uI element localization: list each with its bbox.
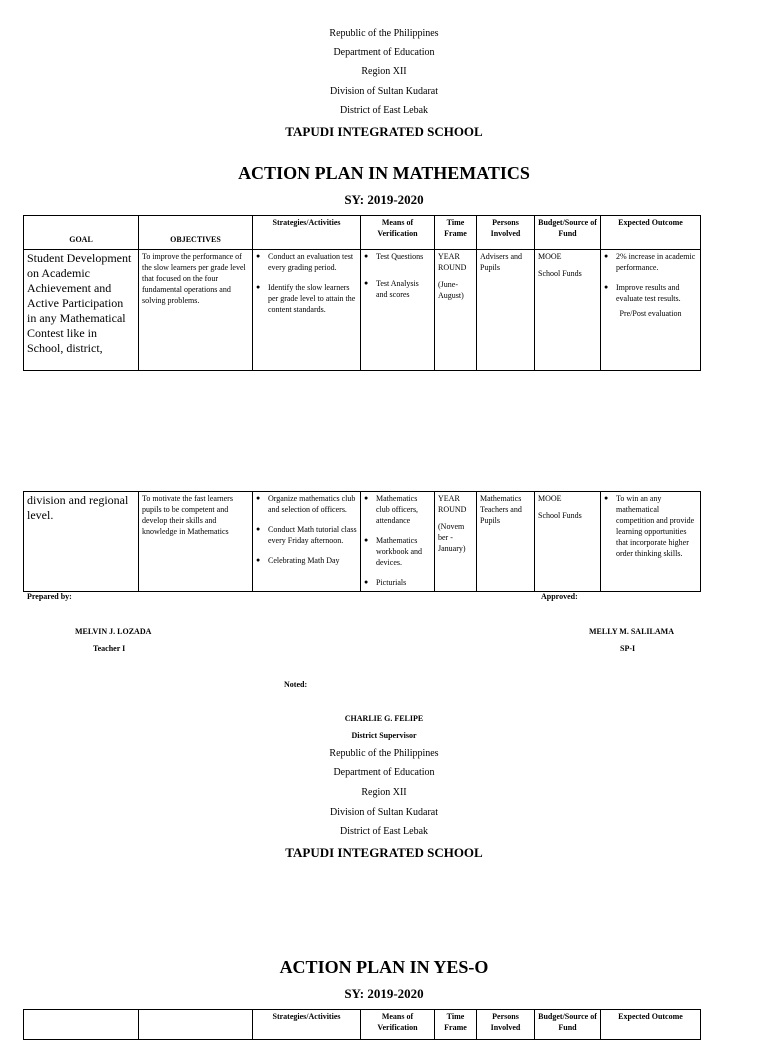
col-header-time: Time Frame bbox=[435, 1010, 477, 1040]
time-frame-text: YEAR ROUND bbox=[438, 252, 467, 272]
header-line-department: Department of Education bbox=[333, 47, 435, 58]
col-header-means: Means of Verification bbox=[361, 216, 435, 250]
plan-title: ACTION PLAN IN YES-O bbox=[279, 957, 489, 977]
action-plan-table-part2 bbox=[23, 491, 701, 592]
header-line-district: District of East Lebak bbox=[339, 105, 429, 116]
list-item: ● Celebrating Math Day bbox=[268, 555, 357, 566]
header-line-division: Division of Sultan Kudarat bbox=[329, 807, 439, 818]
budget-source: School Funds bbox=[538, 511, 582, 520]
time-frame-range: (June-August) bbox=[438, 280, 464, 300]
col-header-budget: Budget/Source of Fund bbox=[535, 1010, 601, 1040]
strategies-cell bbox=[253, 492, 361, 592]
school-name: TAPUDI INTEGRATED SCHOOL bbox=[285, 845, 483, 860]
outcome-cell bbox=[601, 250, 701, 371]
col-header-means: Means of Verification bbox=[361, 1010, 435, 1040]
prepared-by-label: Prepared by: bbox=[27, 592, 72, 601]
list-item: ● Conduct Math tutorial class every Friday afternoon. bbox=[268, 524, 357, 546]
header-line-region: Region XII bbox=[361, 66, 407, 77]
preparer-name: MELVIN J. LOZADA bbox=[75, 627, 152, 636]
budget-cell bbox=[535, 492, 601, 592]
col-header-persons: Persons Involved bbox=[477, 1010, 535, 1040]
school-year: SY: 2019-2020 bbox=[344, 192, 424, 207]
col-header-budget: Budget/Source of Fund bbox=[535, 216, 601, 250]
objective-cell: To motivate the fast learners pupils to be competent and develop their skills and knowledge in Mathematics bbox=[139, 492, 253, 592]
time-cell bbox=[435, 250, 477, 371]
action-plan-table-yeso bbox=[23, 1009, 701, 1040]
header-line-division: Division of Sultan Kudarat bbox=[329, 86, 439, 97]
header-line-district: District of East Lebak bbox=[339, 826, 429, 837]
col-header-strategies: Strategies/Activities bbox=[253, 216, 361, 250]
strategies-cell bbox=[253, 250, 361, 371]
list-item: ● Organize mathematics club and selection of officers. bbox=[268, 493, 357, 515]
action-plan-table-part1 bbox=[23, 215, 701, 371]
persons-cell: Advisers and Pupils bbox=[477, 250, 535, 371]
outcome-note: Pre/Post evaluation bbox=[619, 309, 682, 318]
col-header-objectives bbox=[139, 1010, 253, 1040]
means-cell bbox=[361, 492, 435, 592]
col-header-outcome: Expected Outcome bbox=[601, 1010, 701, 1040]
list-item: ● Conduct an evaluation test every grading period. bbox=[268, 251, 357, 273]
approver-title: SP-I bbox=[620, 644, 636, 653]
col-header-strategies: Strategies/Activities bbox=[253, 1010, 361, 1040]
noter-title: District Supervisor bbox=[351, 731, 417, 740]
goal-cell: Student Development on Academic Achievement and Active Participation in any Mathematical Contest like in School, district, bbox=[24, 250, 139, 371]
list-item: ● Picturials bbox=[376, 577, 431, 588]
list-item: ● Mathematics workbook and devices. bbox=[376, 535, 431, 568]
outcome-cell bbox=[601, 492, 701, 592]
means-cell bbox=[361, 250, 435, 371]
list-item: ● Mathematics club officers, attendance bbox=[376, 493, 431, 526]
table-row bbox=[24, 250, 701, 371]
time-frame-range: (Novem ber - January) bbox=[438, 522, 466, 553]
goal-cell: division and regional level. bbox=[24, 492, 139, 592]
table-row bbox=[24, 492, 701, 592]
approver-name: MELLY M. SALILAMA bbox=[589, 627, 674, 636]
header-line-republic: Republic of the Philippines bbox=[329, 748, 439, 759]
school-year: SY: 2019-2020 bbox=[344, 986, 424, 1001]
col-header-persons: Persons Involved bbox=[477, 216, 535, 250]
budget-source: School Funds bbox=[538, 269, 582, 278]
noted-label: Noted: bbox=[284, 680, 308, 689]
budget-type: MOOE bbox=[538, 252, 562, 261]
list-item: ● Test Analysis and scores bbox=[376, 278, 431, 300]
header-line-republic: Republic of the Philippines bbox=[329, 28, 439, 39]
preparer-title: Teacher I bbox=[93, 644, 126, 653]
col-header-outcome: Expected Outcome bbox=[601, 216, 701, 250]
persons-cell: Mathematics Teachers and Pupils bbox=[477, 492, 535, 592]
col-header-time: Time Frame bbox=[435, 216, 477, 250]
header-line-department: Department of Education bbox=[333, 767, 435, 778]
time-frame-text: YEAR ROUND bbox=[438, 494, 467, 514]
budget-type: MOOE bbox=[538, 494, 562, 503]
col-header-goal bbox=[24, 1010, 139, 1040]
plan-title: ACTION PLAN IN MATHEMATICS bbox=[238, 163, 530, 183]
time-cell bbox=[435, 492, 477, 592]
noter-name: CHARLIE G. FELIPE bbox=[344, 714, 424, 723]
list-item: ● Test Questions bbox=[376, 251, 431, 262]
list-item: ● Improve results and evaluate test results. bbox=[616, 282, 697, 304]
approved-label: Approved: bbox=[541, 592, 578, 601]
school-name: TAPUDI INTEGRATED SCHOOL bbox=[285, 124, 483, 139]
header-line-region: Region XII bbox=[361, 787, 407, 798]
objective-cell: To improve the performance of the slow learners per grade level that focused on the four fundamental operations and solving problems. bbox=[139, 250, 253, 371]
col-header-goal: GOAL bbox=[24, 216, 139, 250]
list-item: ● Identify the slow learners per grade level to attain the content standards. bbox=[268, 282, 357, 315]
budget-cell bbox=[535, 250, 601, 371]
list-item: ● To win an any mathematical competition and provide learning opportunities that incorporate higher order thinking skills. bbox=[616, 493, 697, 559]
col-header-objectives: OBJECTIVES bbox=[139, 216, 253, 250]
list-item: ● 2% increase in academic performance. bbox=[616, 251, 697, 273]
